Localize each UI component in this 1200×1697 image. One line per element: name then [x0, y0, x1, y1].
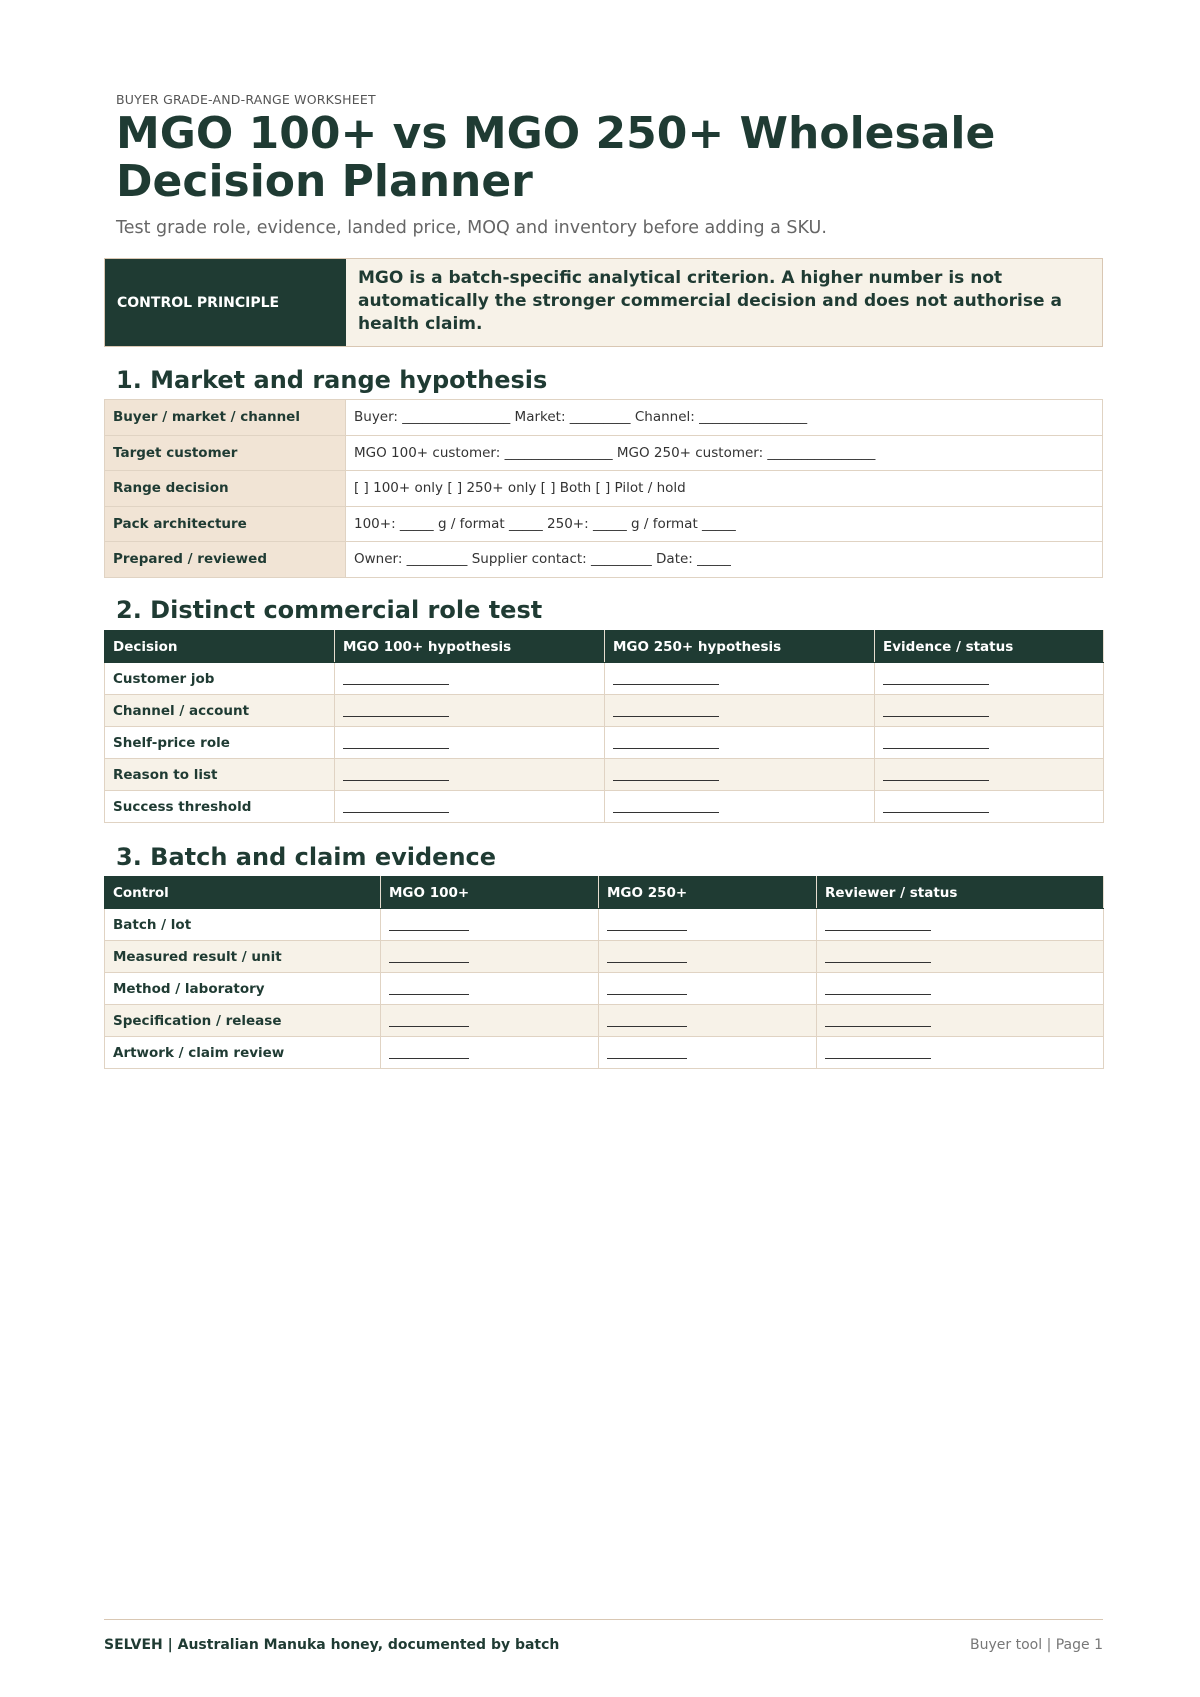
row-label: Measured result / unit [105, 941, 381, 973]
control-principle-text: MGO is a batch-specific analytical criterion. A higher number is not automatically the stronger commercial decision and does not authorise a health claim. [346, 259, 1102, 346]
blank-field[interactable] [599, 973, 817, 1005]
row-label: Success threshold [105, 791, 335, 823]
row-label: Batch / lot [105, 909, 381, 941]
market-range-table [104, 399, 1103, 578]
footer-brand: SELVEH | Australian Manuka honey, documented by batch [104, 1637, 560, 1653]
column-header: MGO 100+ [381, 877, 599, 909]
blank-field[interactable] [817, 973, 1104, 1005]
footer-divider [104, 1619, 1103, 1620]
row-value[interactable]: Buyer: ________________ Market: _________ Channel: ________________ [346, 400, 1103, 436]
blank-field[interactable] [381, 909, 599, 941]
column-header: MGO 100+ hypothesis [335, 631, 605, 663]
blank-field[interactable] [875, 727, 1104, 759]
blank-field[interactable] [875, 663, 1104, 695]
batch-evidence-table [104, 876, 1104, 1069]
row-label: Reason to list [105, 759, 335, 791]
blank-field[interactable] [817, 941, 1104, 973]
table-row [105, 695, 1104, 727]
row-value[interactable]: MGO 100+ customer: ________________ MGO 250+ customer: ________________ [346, 435, 1103, 471]
column-header: MGO 250+ [599, 877, 817, 909]
blank-field[interactable] [875, 791, 1104, 823]
row-label: Target customer [105, 435, 346, 471]
table-row [105, 542, 1103, 578]
table-row [105, 727, 1104, 759]
blank-field[interactable] [381, 941, 599, 973]
blank-field[interactable] [875, 695, 1104, 727]
blank-field[interactable] [335, 663, 605, 695]
table-row [105, 400, 1103, 436]
blank-field[interactable] [817, 909, 1104, 941]
table-row [105, 471, 1103, 507]
blank-field[interactable] [599, 1037, 817, 1069]
row-label: Customer job [105, 663, 335, 695]
blank-field[interactable] [599, 1005, 817, 1037]
control-principle-label: CONTROL PRINCIPLE [105, 259, 346, 346]
eyebrow: BUYER GRADE-AND-RANGE WORKSHEET [116, 92, 376, 107]
blank-field[interactable] [381, 1037, 599, 1069]
row-value[interactable]: 100+: _____ g / format _____ 250+: _____ g / format _____ [346, 506, 1103, 542]
row-value[interactable]: Owner: _________ Supplier contact: _________ Date: _____ [346, 542, 1103, 578]
column-header: Evidence / status [875, 631, 1104, 663]
commercial-role-table [104, 630, 1104, 823]
row-label: Specification / release [105, 1005, 381, 1037]
footer-page-number: Buyer tool | Page 1 [970, 1637, 1103, 1653]
table-row [105, 973, 1104, 1005]
row-label: Channel / account [105, 695, 335, 727]
blank-field[interactable] [605, 663, 875, 695]
table-row [105, 1005, 1104, 1037]
blank-field[interactable] [817, 1037, 1104, 1069]
blank-field[interactable] [381, 973, 599, 1005]
row-label: Pack architecture [105, 506, 346, 542]
column-header: MGO 250+ hypothesis [605, 631, 875, 663]
table-row [105, 506, 1103, 542]
blank-field[interactable] [335, 695, 605, 727]
column-header: Reviewer / status [817, 877, 1104, 909]
blank-field[interactable] [335, 791, 605, 823]
blank-field[interactable] [381, 1005, 599, 1037]
row-label: Prepared / reviewed [105, 542, 346, 578]
row-label: Method / laboratory [105, 973, 381, 1005]
row-label: Buyer / market / channel [105, 400, 346, 436]
blank-field[interactable] [599, 909, 817, 941]
row-value[interactable]: [ ] 100+ only [ ] 250+ only [ ] Both [ ] Pilot / hold [346, 471, 1103, 507]
table-row [105, 909, 1104, 941]
blank-field[interactable] [605, 695, 875, 727]
page-title: MGO 100+ vs MGO 250+ Wholesale Decision Planner [116, 108, 996, 207]
blank-field[interactable] [875, 759, 1104, 791]
blank-field[interactable] [605, 759, 875, 791]
table-row [105, 759, 1104, 791]
column-header: Decision [105, 631, 335, 663]
table-row [105, 941, 1104, 973]
blank-field[interactable] [605, 727, 875, 759]
table-row [105, 1037, 1104, 1069]
section3-heading: 3. Batch and claim evidence [116, 843, 497, 871]
table-row [105, 791, 1104, 823]
page-subtitle: Test grade role, evidence, landed price, MOQ and inventory before adding a SKU. [116, 218, 827, 238]
row-label: Range decision [105, 471, 346, 507]
blank-field[interactable] [335, 759, 605, 791]
blank-field[interactable] [817, 1005, 1104, 1037]
section2-heading: 2. Distinct commercial role test [116, 596, 543, 624]
blank-field[interactable] [335, 727, 605, 759]
control-principle-box [104, 258, 1103, 347]
blank-field[interactable] [599, 941, 817, 973]
section1-heading: 1. Market and range hypothesis [116, 366, 548, 394]
column-header: Control [105, 877, 381, 909]
table-row [105, 435, 1103, 471]
row-label: Shelf-price role [105, 727, 335, 759]
table-row [105, 663, 1104, 695]
row-label: Artwork / claim review [105, 1037, 381, 1069]
blank-field[interactable] [605, 791, 875, 823]
